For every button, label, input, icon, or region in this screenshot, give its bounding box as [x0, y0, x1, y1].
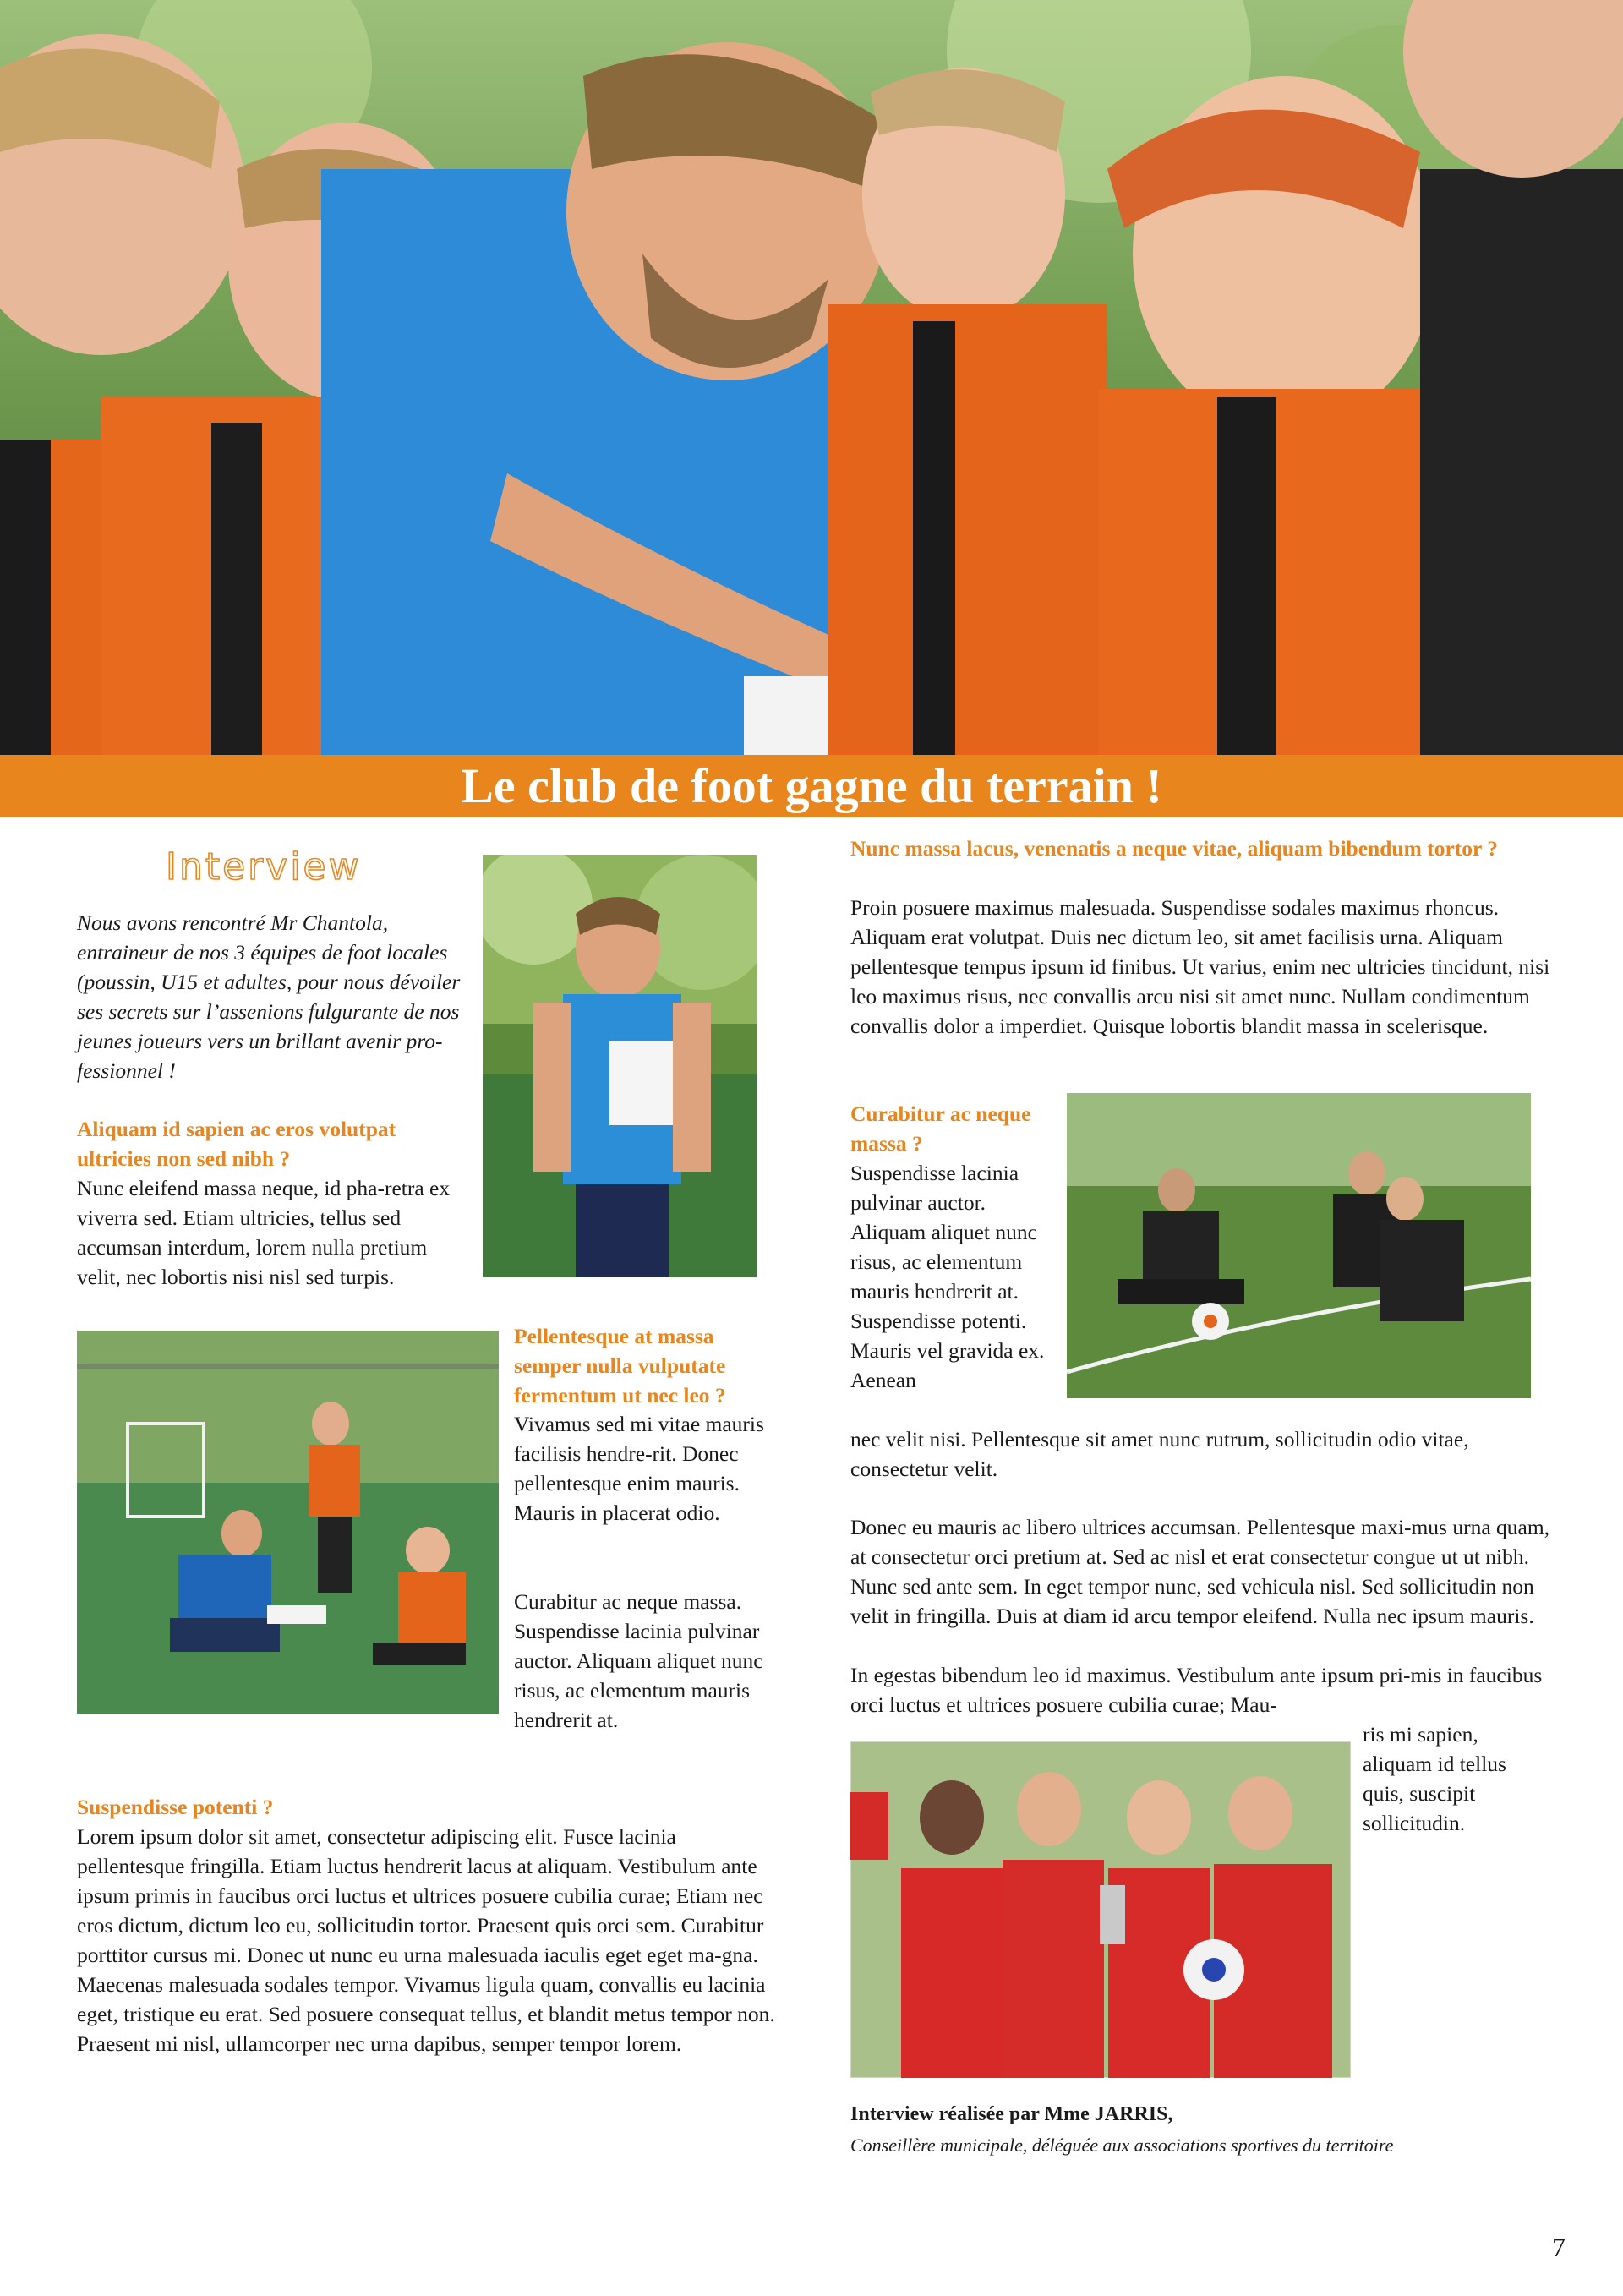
answer-7: In egestas bibendum leo id maximus. Vestibulum ante ipsum pri-mis in faucibus orci luctus et ultrices posuere cubilia curae; Mau- [850, 1663, 1543, 1717]
hero-photo-coach-and-kids [0, 0, 1623, 755]
answer-3: Lorem ipsum dolor sit amet, consectetur adipiscing elit. Fusce lacinia pellentesque fringilla. Etiam luctus hendrerit lacus at aliquam. Vestibulum ante ipsum primis in faucibus orci luctus et ultrices posuere cubilia curae; Etiam nec eros dictum, dictum leo eu, sollicitudin tortor. Praesent quis orci sem. Curabitur porttitor cursus mi. Donec ut nunc eu urna malesuada iaculis eget eget ma-gna. Maecenas malesuada sodales tempor. Vivamus ligula quam, convallis eu lacinia eget, tristique eu erat. Sed posuere consequat tellus, et blandit metus tempor non. Praesent mi nisl, ullamcorper nec urna dapibus, semper tempor lorem. [77, 1824, 775, 2056]
question-5: Curabitur ac neque massa ? [850, 1102, 1031, 1156]
question-1: Aliquam id sapien ac eros volutpat ultricies non sed nibh ? [77, 1117, 396, 1171]
answer-7-wrapped: ris mi sapien, aliquam id tellus quis, suscipit sollicitudin. [1363, 1722, 1506, 1835]
question-2: Pellentesque at massa semper nulla vulputate fermentum ut nec leo ? [514, 1324, 726, 1408]
answer-5-full: nec velit nisi. Pellentesque sit amet nunc rutrum, sollicitudin odio vitae, consectetur velit. [850, 1427, 1469, 1481]
title-banner [0, 755, 1623, 817]
page-number: 7 [1552, 2232, 1566, 2262]
credit-name: Interview réalisée par Mme JARRIS, [850, 2103, 1173, 2125]
photo-players-sitting-on-grass [1067, 1093, 1531, 1398]
answer-2b: Curabitur ac neque massa. Suspendisse lacinia pulvinar auctor. Aliquam aliquet nunc risus, ac elementum mauris hendrerit at. [514, 1589, 763, 1732]
interview-heading: Interview [166, 845, 362, 888]
answer-5-wrapped: Suspendisse lacinia pulvinar auctor. Aliquam aliquet nunc risus, ac elementum mauris hendrerit at. Suspendisse potenti. Mauris vel gravida ex. Aenean [850, 1161, 1045, 1392]
answer-1: Nunc eleifend massa neque, id pha-retra ex viverra sed. Etiam ultricies, tellus sed accumsan interdum, lorem nulla pretium velit, nec lobortis nisi nisl sed turpis. [77, 1176, 451, 1289]
photo-coach-portrait [483, 855, 757, 1277]
answer-4: Proin posuere maximus malesuada. Suspendisse sodales maximus rhoncus. Aliquam erat volutpat. Duis nec dictum leo, sit amet facilisis urna. Aliquam pellentesque tempus ipsum id finibus. Ut varius, enim nec ultricies tincidunt, nisi leo maximus risus, nec convallis arcu nisi sit amet nunc. Nullam condimentum convallis dolor a imperdiet. Quisque lobortis blandit massa in scelerisque. [850, 895, 1550, 1038]
page-title: Le club de foot gagne du terrain ! [461, 758, 1162, 813]
answer-2a: Vivamus sed mi vitae mauris facilisis hendre-rit. Donec pellentesque enim mauris. Mauris in placerat odio. [514, 1412, 764, 1525]
answer-6: Donec eu mauris ac libero ultrices accumsan. Pellentesque maxi-mus urna quam, at consectetur orci pretium at. Sed ac nisl et erat consectetur congue ut ut nibh. Nunc sed ante sem. In eget tempor nunc, sed vehicula nisl. Sed sollicitudin non velit in fringilla. Duis at diam id arcu tempor eleifend. Nulla nec ipsum mauris. [850, 1515, 1550, 1628]
photo-coach-with-kids-on-pitch [77, 1331, 499, 1714]
photo-womens-team-with-trophy [850, 1741, 1351, 2078]
credit-role: Conseillère municipale, déléguée aux associations sportives du territoire [850, 2135, 1394, 2156]
question-4: Nunc massa lacus, venenatis a neque vitae, aliquam bibendum tortor ? [850, 836, 1499, 861]
question-3: Suspendisse potenti ? [77, 1795, 274, 1819]
interview-intro: Nous avons rencontré Mr Chantola, entraineur de nos 3 équipes de foot locales (poussin, U15 et adultes, pour nous dévoiler ses secrets sur l’assenions fulgurante de nos jeunes joueurs vers un brillant avenir pro-fessionnel ! [77, 910, 461, 1083]
